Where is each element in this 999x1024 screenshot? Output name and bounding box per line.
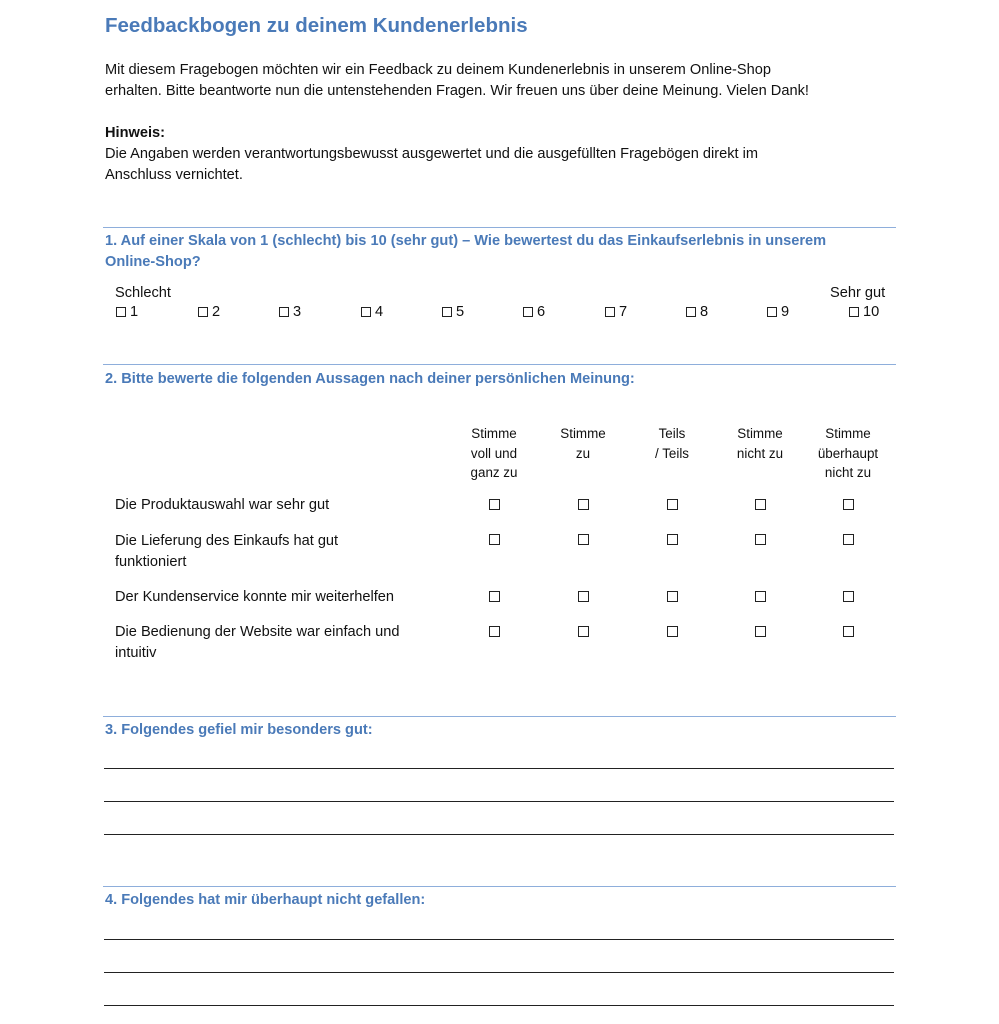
rating-option-label: 6 xyxy=(537,304,546,320)
column-header-line: nicht zu xyxy=(736,445,784,461)
answer-line[interactable] xyxy=(104,768,894,769)
question-2-title: 2. Bitte bewerte die folgenden Aussagen nach deiner persönlichen Meinung: xyxy=(105,371,635,387)
checkbox[interactable] xyxy=(279,307,289,317)
likert-checkbox[interactable] xyxy=(667,591,678,602)
likert-column-header xyxy=(803,424,893,483)
column-header-line: zu xyxy=(575,445,591,461)
checkbox[interactable] xyxy=(442,307,452,317)
rating-option-7[interactable] xyxy=(605,304,627,320)
likert-checkbox[interactable] xyxy=(843,499,854,510)
page-title: Feedbackbogen zu deinem Kundenerlebnis xyxy=(105,14,528,37)
rating-option-label: 4 xyxy=(375,304,384,320)
likert-checkbox[interactable] xyxy=(755,626,766,637)
answer-line[interactable] xyxy=(104,972,894,973)
likert-checkbox[interactable] xyxy=(667,534,678,545)
question-1-title-line: Online-Shop? xyxy=(105,254,201,270)
note-line: Anschluss vernichtet. xyxy=(105,167,243,183)
column-header-line: überhaupt xyxy=(817,445,879,461)
rating-option-label: 3 xyxy=(293,304,302,320)
likert-checkbox[interactable] xyxy=(667,626,678,637)
answer-line[interactable] xyxy=(104,834,894,835)
statement-label xyxy=(115,587,445,608)
section-divider xyxy=(103,364,896,365)
likert-column-header xyxy=(715,424,805,463)
intro-line: erhalten. Bitte beantworte nun die untenstehenden Fragen. Wir freuen uns über deine Meinung. Vielen Dank! xyxy=(105,83,809,99)
checkbox[interactable] xyxy=(767,307,777,317)
statement-line: Die Bedienung der Website war einfach und xyxy=(115,624,400,640)
note-heading: Hinweis: xyxy=(105,125,166,141)
answer-line[interactable] xyxy=(104,1005,894,1006)
likert-checkbox[interactable] xyxy=(489,591,500,602)
likert-checkbox[interactable] xyxy=(755,591,766,602)
likert-column-header xyxy=(627,424,717,463)
rating-option-label: 7 xyxy=(619,304,628,320)
statement-label xyxy=(115,495,445,516)
checkbox[interactable] xyxy=(116,307,126,317)
column-header-line: nicht zu xyxy=(824,465,872,480)
note-line: Die Angaben werden verantwortungsbewusst ausgewertet und die ausgefüllten Fragebögen direkt im xyxy=(105,146,759,162)
column-header-line: / Teils xyxy=(655,445,689,461)
column-header-line: voll und xyxy=(470,445,518,461)
likert-checkbox[interactable] xyxy=(843,626,854,637)
likert-checkbox[interactable] xyxy=(755,534,766,545)
intro-line: Mit diesem Fragebogen möchten wir ein Feedback zu deinem Kundenerlebnis in unserem Online-Shop xyxy=(105,62,772,78)
rating-option-5[interactable] xyxy=(442,304,464,320)
statement-line: intuitiv xyxy=(115,645,157,661)
rating-option-8[interactable] xyxy=(686,304,708,320)
rating-option-4[interactable] xyxy=(361,304,383,320)
rating-option-6[interactable] xyxy=(523,304,545,320)
section-divider xyxy=(103,227,896,228)
rating-option-label: 10 xyxy=(863,304,880,320)
column-header-line: Stimme xyxy=(560,426,606,441)
column-header-line: Stimme xyxy=(737,426,783,441)
question-1-title-line: 1. Auf einer Skala von 1 (schlecht) bis 10 (sehr gut) – Wie bewertest du das Einkaufserlebnis in unserem xyxy=(105,233,827,249)
question-1-title xyxy=(105,231,826,273)
likert-checkbox[interactable] xyxy=(843,534,854,545)
answer-line[interactable] xyxy=(104,939,894,940)
rating-option-9[interactable] xyxy=(767,304,789,320)
likert-checkbox[interactable] xyxy=(489,499,500,510)
section-divider xyxy=(103,886,896,887)
likert-checkbox[interactable] xyxy=(489,534,500,545)
rating-option-2[interactable] xyxy=(198,304,220,320)
likert-column-header xyxy=(538,424,628,463)
column-header-line: Stimme xyxy=(471,426,517,441)
scale-low-label: Schlecht xyxy=(115,285,171,301)
statement-label xyxy=(115,531,445,573)
column-header-line: ganz zu xyxy=(470,465,518,480)
likert-checkbox[interactable] xyxy=(667,499,678,510)
likert-checkbox[interactable] xyxy=(578,591,589,602)
likert-checkbox[interactable] xyxy=(489,626,500,637)
checkbox[interactable] xyxy=(686,307,696,317)
checkbox[interactable] xyxy=(849,307,859,317)
likert-checkbox[interactable] xyxy=(755,499,766,510)
rating-option-label: 2 xyxy=(212,304,221,320)
question-4-title: 4. Folgendes hat mir überhaupt nicht gefallen: xyxy=(105,892,426,908)
rating-option-10[interactable] xyxy=(849,304,879,320)
statement-line: funktioniert xyxy=(115,554,187,570)
checkbox[interactable] xyxy=(605,307,615,317)
answer-line[interactable] xyxy=(104,801,894,802)
statement-line: Der Kundenservice konnte mir weiterhelfen xyxy=(115,589,395,605)
scale-high-label: Sehr gut xyxy=(830,285,886,301)
question-3-title: 3. Folgendes gefiel mir besonders gut: xyxy=(105,722,373,738)
statement-line: Die Lieferung des Einkaufs hat gut xyxy=(115,533,339,549)
column-header-line: Stimme xyxy=(825,426,871,441)
rating-option-3[interactable] xyxy=(279,304,301,320)
likert-column-header xyxy=(449,424,539,483)
likert-checkbox[interactable] xyxy=(843,591,854,602)
rating-option-label: 8 xyxy=(700,304,709,320)
note-block xyxy=(105,123,758,186)
section-divider xyxy=(103,716,896,717)
statement-label xyxy=(115,622,445,664)
rating-option-label: 9 xyxy=(781,304,790,320)
checkbox[interactable] xyxy=(361,307,371,317)
likert-checkbox[interactable] xyxy=(578,499,589,510)
rating-option-1[interactable] xyxy=(116,304,138,320)
checkbox[interactable] xyxy=(198,307,208,317)
likert-checkbox[interactable] xyxy=(578,534,589,545)
likert-checkbox[interactable] xyxy=(578,626,589,637)
statement-line: Die Produktauswahl war sehr gut xyxy=(115,497,330,513)
rating-option-label: 1 xyxy=(130,304,139,320)
intro-text xyxy=(105,60,809,102)
column-header-line: Teils xyxy=(658,426,686,441)
rating-option-label: 5 xyxy=(456,304,465,320)
checkbox[interactable] xyxy=(523,307,533,317)
